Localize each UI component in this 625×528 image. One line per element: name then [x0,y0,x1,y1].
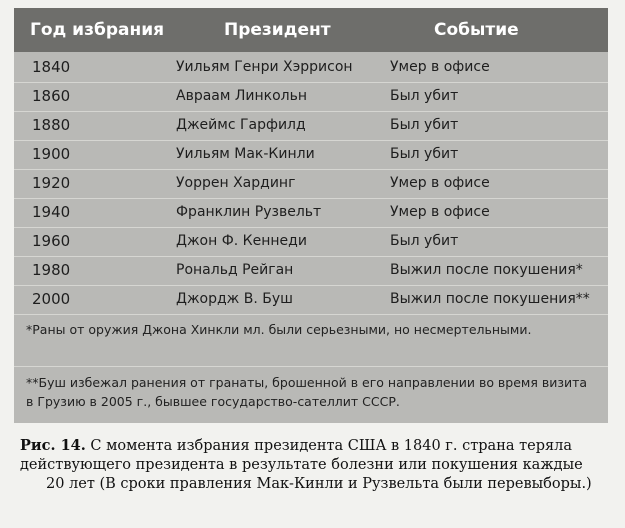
table-row [14,198,608,228]
cell-year: 1960 [32,232,71,250]
cell-president: Джордж В. Буш [176,291,293,307]
header-year: Год избрания [30,20,165,40]
caption-line-1 [20,436,610,456]
cell-year: 1980 [32,261,71,279]
cell-event: Умер в офисе [390,175,490,191]
figure-caption [20,436,610,494]
presidents-table [14,8,608,423]
cell-president: Авраам Линкольн [176,88,308,104]
cell-year: 1880 [32,116,71,134]
cell-year: 1940 [32,203,71,221]
cell-president: Рональд Рейган [176,262,294,278]
cell-event: Выжил после покушения** [390,291,590,307]
cell-president: Уильям Мак-Кинли [176,146,315,162]
cell-year: 1900 [32,145,71,163]
table-row [14,140,608,170]
table-row [14,53,608,83]
table-row [14,285,608,315]
caption-line-3: 20 лет (В сроки правления Мак-Кинли и Рузвельта были перевыборы.) [46,476,592,492]
cell-event: Умер в офисе [390,59,490,75]
cell-president: Джон Ф. Кеннеди [176,233,307,249]
cell-president: Уильям Генри Хэррисон [176,59,353,75]
cell-event: Был убит [390,233,459,249]
table-row [14,169,608,199]
footnote-reagan: *Раны от оружия Джона Хинкли мл. были серьезными, но несмертельными. [26,322,532,337]
header-event: Событие [434,20,519,40]
table-row [14,227,608,257]
cell-event: Был убит [390,117,459,133]
cell-event: Выжил после покушения* [390,262,583,278]
footnote-divider [14,366,608,367]
cell-year: 1860 [32,87,71,105]
cell-event: Умер в офисе [390,204,490,220]
caption-label: Рис. 14. [20,437,86,454]
footnote-bush: **Буш избежал ранения от гранаты, брошенной в его направлении во время визита в Грузию в 2005 г., бывшее государство-сателлит СССР. [26,375,588,409]
cell-president: Уоррен Хардинг [176,175,296,191]
table-row [14,111,608,141]
cell-event: Был убит [390,146,459,162]
cell-year: 1920 [32,174,71,192]
caption-text-1: С момента избрания президента США в 1840 г. страна теряла [90,438,573,454]
table-header [14,8,608,52]
table-row [14,256,608,286]
cell-president: Джеймс Гарфилд [176,117,306,133]
caption-line-2: действующего президента в результате болезни или покушения каждые [20,457,583,473]
cell-president: Франклин Рузвельт [176,204,322,220]
cell-year: 2000 [32,290,71,308]
table-row [14,82,608,112]
cell-year: 1840 [32,58,71,76]
cell-event: Был убит [390,88,459,104]
header-president: Президент [224,20,331,40]
